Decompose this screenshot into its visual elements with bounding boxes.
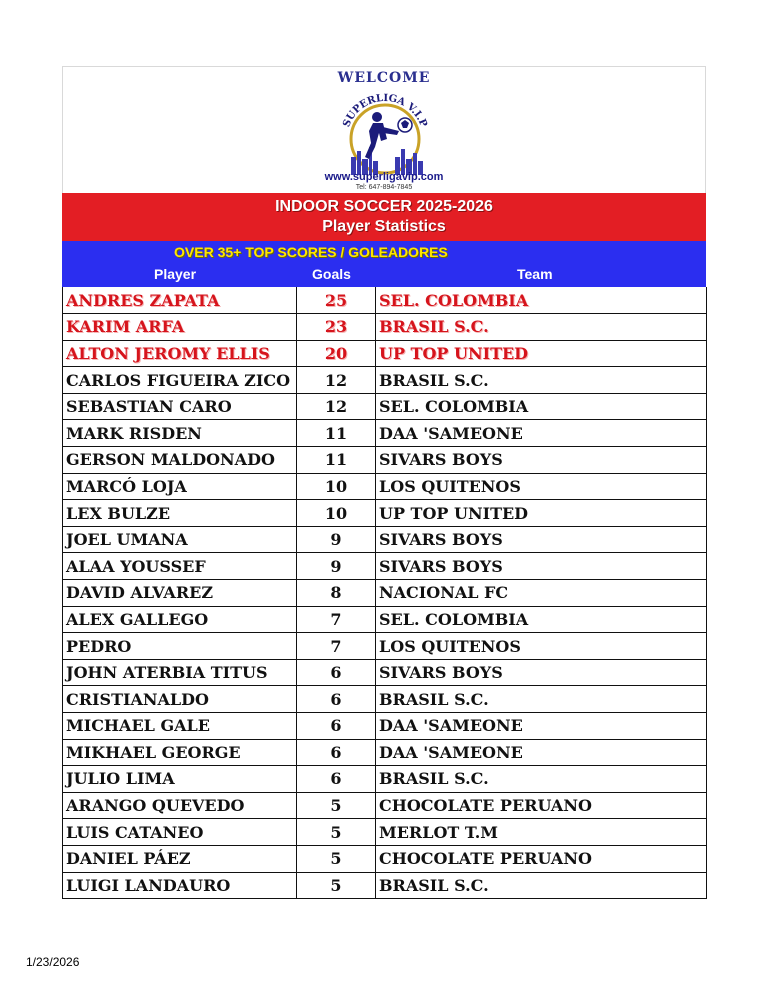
player-cell: MARCÓ LOJA — [63, 473, 297, 500]
table-row — [63, 447, 707, 474]
player-cell: ARANGO QUEVEDO — [63, 792, 297, 819]
goals-cell: 10 — [297, 473, 376, 500]
team-cell: BRASIL S.C. — [376, 766, 707, 793]
player-cell: KARIM ARFA — [63, 314, 297, 341]
stats-sheet — [62, 66, 706, 899]
goals-cell: 9 — [297, 526, 376, 553]
subtitle: OVER 35+ TOP SCORES / GOLEADORES — [174, 244, 448, 260]
player-cell: MIKHAEL GEORGE — [63, 739, 297, 766]
player-cell: MICHAEL GALE — [63, 713, 297, 740]
team-cell: BRASIL S.C. — [376, 314, 707, 341]
goals-cell: 6 — [297, 713, 376, 740]
table-row — [63, 766, 707, 793]
goals-cell: 6 — [297, 739, 376, 766]
welcome-heading: WELCOME — [337, 70, 431, 86]
goals-cell: 5 — [297, 845, 376, 872]
player-cell: JOHN ATERBIA TITUS — [63, 659, 297, 686]
goals-cell: 5 — [297, 872, 376, 899]
goals-cell: 7 — [297, 633, 376, 660]
table-row — [63, 686, 707, 713]
table-row — [63, 314, 707, 341]
table-row — [63, 633, 707, 660]
superliga-logo — [325, 87, 445, 182]
goals-cell: 7 — [297, 606, 376, 633]
team-cell: UP TOP UNITED — [376, 500, 707, 527]
title-banner — [62, 193, 706, 241]
goals-cell: 23 — [297, 314, 376, 341]
table-row — [63, 845, 707, 872]
table-row — [63, 606, 707, 633]
player-cell: LUIGI LANDAURO — [63, 872, 297, 899]
team-cell: SIVARS BOYS — [376, 553, 707, 580]
goals-cell: 5 — [297, 792, 376, 819]
player-cell: CRISTIANALDO — [63, 686, 297, 713]
goals-cell: 6 — [297, 686, 376, 713]
goals-cell: 20 — [297, 340, 376, 367]
table-row — [63, 500, 707, 527]
table-row — [63, 287, 707, 314]
player-cell: JOEL UMANA — [63, 526, 297, 553]
logo-text: SUPERLIGA V.I.P — [341, 92, 429, 129]
team-cell: CHOCOLATE PERUANO — [376, 845, 707, 872]
player-cell: ALAA YOUSSEF — [63, 553, 297, 580]
goals-cell: 11 — [297, 447, 376, 474]
team-cell: BRASIL S.C. — [376, 367, 707, 394]
goals-cell: 12 — [297, 367, 376, 394]
table-row — [63, 872, 707, 899]
goals-cell: 5 — [297, 819, 376, 846]
player-cell: DANIEL PÁEZ — [63, 845, 297, 872]
team-cell: SIVARS BOYS — [376, 659, 707, 686]
goals-cell: 6 — [297, 766, 376, 793]
player-cell: ALEX GALLEGO — [63, 606, 297, 633]
goals-cell: 9 — [297, 553, 376, 580]
goals-cell: 10 — [297, 500, 376, 527]
table-row — [63, 393, 707, 420]
table-row — [63, 739, 707, 766]
player-cell: ANDRES ZAPATA — [63, 287, 297, 314]
goals-cell: 6 — [297, 659, 376, 686]
team-cell: UP TOP UNITED — [376, 340, 707, 367]
team-cell: SIVARS BOYS — [376, 447, 707, 474]
table-row — [63, 792, 707, 819]
team-cell: LOS QUITENOS — [376, 633, 707, 660]
player-cell: CARLOS FIGUEIRA ZICO — [63, 367, 297, 394]
team-cell: DAA 'SAMEONE — [376, 713, 707, 740]
goals-cell: 12 — [297, 393, 376, 420]
column-header-team: Team — [517, 266, 553, 282]
subtitle-banner — [62, 241, 706, 287]
title-line1: INDOOR SOCCER 2025-2026 — [275, 198, 493, 215]
player-cell: GERSON MALDONADO — [63, 447, 297, 474]
team-cell: BRASIL S.C. — [376, 686, 707, 713]
team-cell: LOS QUITENOS — [376, 473, 707, 500]
table-row — [63, 553, 707, 580]
team-cell: SEL. COLOMBIA — [376, 606, 707, 633]
table-row — [63, 713, 707, 740]
phone-number: Tel: 647-894-7845 — [355, 184, 413, 191]
table-row — [63, 420, 707, 447]
team-cell: DAA 'SAMEONE — [376, 739, 707, 766]
player-cell: SEBASTIAN CARO — [63, 393, 297, 420]
team-cell: CHOCOLATE PERUANO — [376, 792, 707, 819]
player-cell: PEDRO — [63, 633, 297, 660]
team-cell: SEL. COLOMBIA — [376, 393, 707, 420]
table-row — [63, 367, 707, 394]
goals-cell: 11 — [297, 420, 376, 447]
goals-cell: 8 — [297, 580, 376, 607]
title-line2: Player Statistics — [322, 218, 446, 235]
header-logo-area — [62, 66, 706, 193]
table-row — [63, 473, 707, 500]
table-row — [63, 819, 707, 846]
goals-cell: 25 — [297, 287, 376, 314]
table-row — [63, 659, 707, 686]
table-row — [63, 526, 707, 553]
team-cell: BRASIL S.C. — [376, 872, 707, 899]
table-row — [63, 580, 707, 607]
team-cell: MERLOT T.M — [376, 819, 707, 846]
team-cell: NACIONAL FC — [376, 580, 707, 607]
player-cell: ALTON JEROMY ELLIS — [63, 340, 297, 367]
player-cell: MARK RISDEN — [63, 420, 297, 447]
player-cell: JULIO LIMA — [63, 766, 297, 793]
player-cell: DAVID ALVAREZ — [63, 580, 297, 607]
team-cell: SEL. COLOMBIA — [376, 287, 707, 314]
website-url: www.superligavip.com — [324, 171, 444, 183]
team-cell: DAA 'SAMEONE — [376, 420, 707, 447]
column-header-player: Player — [154, 266, 197, 282]
print-date: 1/23/2026 — [26, 955, 80, 969]
stats-table — [62, 287, 707, 899]
player-cell: LUIS CATANEO — [63, 819, 297, 846]
column-header-goals: Goals — [312, 266, 351, 282]
team-cell: SIVARS BOYS — [376, 526, 707, 553]
table-row — [63, 340, 707, 367]
player-cell: LEX BULZE — [63, 500, 297, 527]
